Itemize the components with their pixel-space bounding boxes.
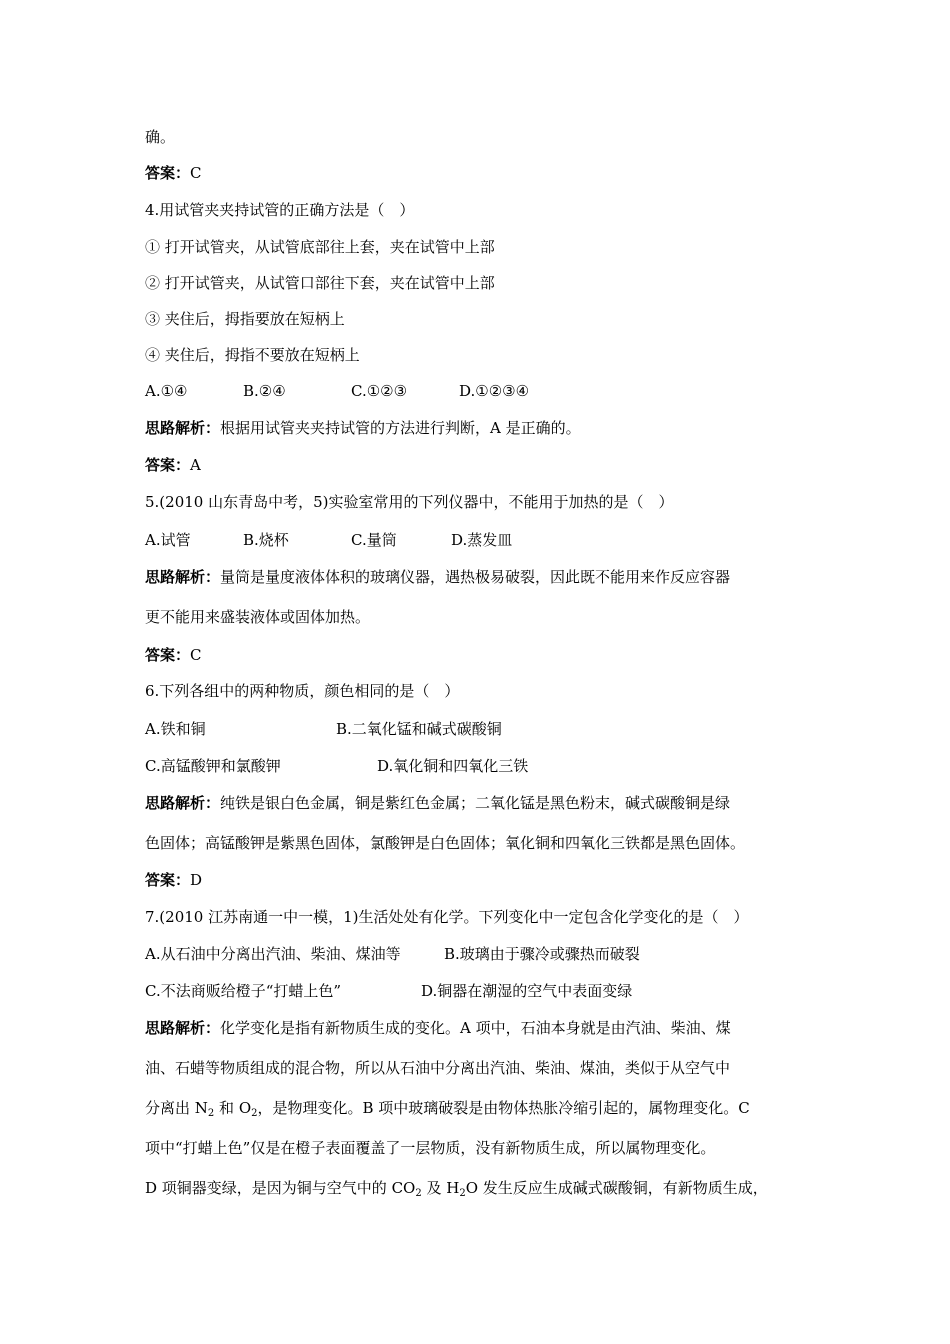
subscript: 2 [415, 1188, 422, 1199]
answer-value: D [190, 871, 203, 889]
explanation-line: 油、石蜡等物质组成的混合物，所以从石油中分离出汽油、柴油、煤油，类似于从空气中 [145, 1059, 731, 1077]
explanation-text: 量筒是量度液体体积的玻璃仪器，遇热极易破裂，因此既不能用来作反应容器 [220, 568, 731, 586]
subscript: 2 [207, 1108, 215, 1119]
option-d: D.氧化铜和四氧化三铁 [377, 757, 529, 775]
text-segment: 和 O [214, 1099, 252, 1117]
option-d: D.铜器在潮湿的空气中表面变绿 [421, 982, 633, 1000]
option-d: D.蒸发皿 [451, 531, 513, 549]
answer-value: A [190, 456, 201, 474]
answer-label: 答案： [145, 871, 191, 889]
explanation-line: 更不能用来盛装液体或固体加热。 [145, 608, 371, 626]
question-6: 6.下列各组中的两种物质，颜色相同的是（ ） [145, 682, 460, 700]
answer-label: 答案： [145, 164, 191, 182]
option-a: A.从石油中分离出汽油、柴油、煤油等 [145, 945, 401, 963]
option-b: B.二氧化锰和碱式碳酸铜 [336, 720, 502, 738]
explanation-text: 纯铁是银白色金属，铜是紫红色金属；二氧化锰是黑色粉末，碱式碳酸铜是绿 [220, 794, 731, 812]
text-segment: D 项铜器变绿，是因为铜与空气中的 CO [145, 1179, 416, 1197]
option-a: A.铁和铜 [145, 720, 206, 738]
subscript: 2 [251, 1108, 258, 1119]
explanation-line [145, 793, 730, 813]
option-c: C.①②③ [351, 382, 408, 400]
option-b: B.玻璃由于骤冷或骤热而破裂 [444, 945, 640, 963]
answer-line [145, 455, 201, 475]
explanation-line [145, 1098, 750, 1118]
explanation-line [145, 1018, 731, 1038]
explanation-text: 根据用试管夹夹持试管的方法进行判断，A 是正确的。 [220, 419, 581, 437]
option-b: B.烧杯 [243, 531, 289, 549]
explanation-line: 色固体；高锰酸钾是紫黑色固体，氯酸钾是白色固体；氧化铜和四氧化三铁都是黑色固体。 [145, 834, 746, 852]
explanation-line [145, 1178, 768, 1198]
text-segment: ，是物理变化。B 项中玻璃破裂是由物体热胀冷缩引起的，属物理变化。C [257, 1099, 750, 1117]
option-a: A.①④ [145, 382, 188, 400]
answer-value: C [190, 164, 202, 182]
answer-line [145, 870, 202, 890]
explanation-label: 思路解析： [145, 794, 221, 812]
explanation-label: 思路解析： [145, 568, 221, 586]
text-segment: O 发生反应生成碱式碳酸铜，有新物质生成， [465, 1179, 768, 1197]
option-c: C.量筒 [351, 531, 397, 549]
answer-line [145, 163, 202, 183]
statement-3: ③ 夹住后，拇指要放在短柄上 [145, 310, 345, 328]
explanation-line: 项中“打蜡上色”仅是在橙子表面覆盖了一层物质，没有新物质生成，所以属物理变化。 [145, 1139, 716, 1157]
question-7: 7.(2010 江苏南通一中一模，1)生活处处有化学。下列变化中一定包含化学变化的是（ ） [145, 908, 749, 926]
question-5: 5.(2010 山东青岛中考，5)实验室常用的下列仪器中，不能用于加热的是（ ） [145, 493, 674, 511]
answer-label: 答案： [145, 646, 191, 664]
explanation-text: 化学变化是指有新物质生成的变化。A 项中，石油本身就是由汽油、柴油、煤 [220, 1019, 731, 1037]
option-c: C.高锰酸钾和氯酸钾 [145, 757, 281, 775]
answer-label: 答案： [145, 456, 191, 474]
option-a: A.试管 [145, 531, 191, 549]
subscript: 2 [459, 1188, 466, 1199]
text-line: 确。 [145, 128, 176, 146]
explanation-label: 思路解析： [145, 419, 221, 437]
option-c: C.不法商贩给橙子“打蜡上色” [145, 982, 342, 1000]
text-segment: 及 H [421, 1179, 460, 1197]
explanation-label: 思路解析： [145, 1019, 221, 1037]
option-b: B.②④ [243, 382, 286, 400]
question-4: 4.用试管夹夹持试管的正确方法是（ ） [145, 201, 415, 219]
answer-value: C [190, 646, 202, 664]
text-segment: 分离出 N [145, 1099, 208, 1117]
statement-4: ④ 夹住后，拇指不要放在短柄上 [145, 346, 360, 364]
answer-line [145, 645, 202, 665]
statement-1: ① 打开试管夹，从试管底部往上套，夹在试管中上部 [145, 238, 495, 256]
statement-2: ② 打开试管夹，从试管口部往下套，夹在试管中上部 [145, 274, 495, 292]
explanation-line [145, 567, 730, 587]
explanation-line [145, 418, 581, 438]
option-d: D.①②③④ [459, 382, 530, 400]
